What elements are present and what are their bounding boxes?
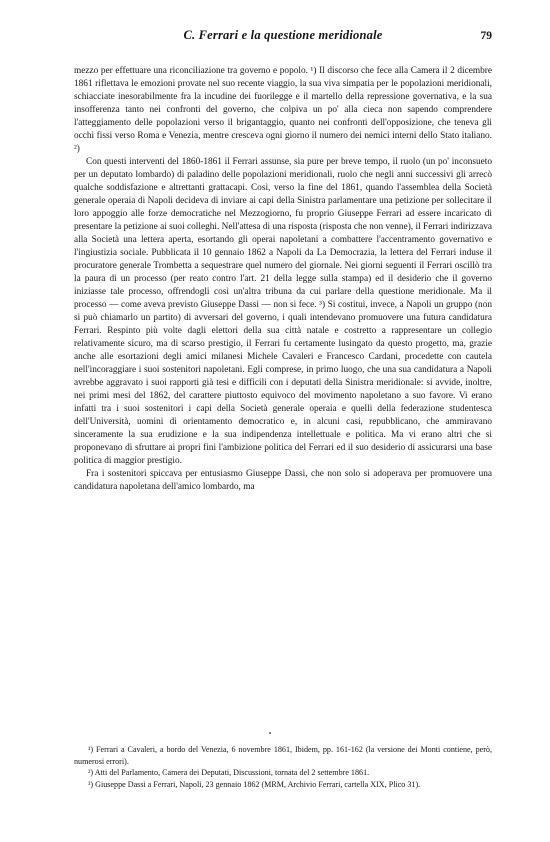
body-text — [74, 65, 492, 494]
page-header — [74, 22, 492, 46]
footnote: ³) Giuseppe Dassi a Ferrari, Napoli, 23 gennaio 1862 (MRM, Archivio Ferrari, cartella XIX, Plico 31). — [88, 779, 421, 789]
running-title: C. Ferrari e la questione meridionale — [183, 28, 383, 42]
footnote: ¹) Ferrari a Cavaleri, a bordo del Venezia, 6 novembre 1861, Ibidem, pp. 161-162 (la versione dei Monti contiene, però, numerosi errori). — [74, 745, 492, 766]
footnotes — [74, 744, 492, 790]
paragraph: Con questi interventi del 1860-1861 il Ferrari assunse, sia pure per breve tempo, il ruolo (un po' inconsueto per un deputato lombardo) di paladino delle popolazioni meridionali, ruolo che negli anni successivi gli arrecò qualche soddisfazione e altrettanti grattacapi. Così, verso la fine del 1861, quando l'assemblea della Società generale operaia di Napoli decideva di inviare ai capi della Sinistra parlamentare una petizione per sollecitare il loro appoggio alle forze democratiche nel Mezzogiorno, fu proprio Giuseppe Ferrari ad essere incaricato di presentare la petizione ai suoi colleghi. Nell'attesa di una risposta (risposta che non venne), il Ferrari indirizzava alla Società una lettera aperta, esortando gli operai napoletani a combattere l'accentramento governativo e l'ingiustizia sociale. Pubblicata il 10 gennaio 1862 a Napoli da La Democrazia, la lettera del Ferrari induse il procuratore generale Trombetta a sequestrare quel numero del giornale. Nei giorni seguenti il Ferrari oscillò tra la paura di un processo (per reato contro l'art. 21 della legge sulla stampa) ed il desiderio che il governo iniziasse tale processo, offrendogli così un'altra tribuna da cui parlare della questione meridionale. Ma il processo — come aveva previsto Giuseppe Dassi — non si fece. ³) Si costituì, invece, a Napoli un gruppo (non si può chiamarlo un partito) di avversari del governo, i quali intendevano promuovere una futura candidatura Ferrari. Respinto più volte dagli elettori della sua città natale e costretto a rappresentare un collegio relativamente sicuro, ma di scarso prestigio, il Ferrari fu certamente lusingato da questo progetto, ma, grazie anche alle esortazioni degli amici milanesi Michele Cavaleri e Francesco Cardani, procedette con cautela nell'incoraggiare i suoi sostenitori napoletani. Egli comprese, in primo luogo, che una sua candidatura a Napoli avrebbe aggravato i suoi rapporti già tesi e difficili con i deputati della Sinistra meridionale: si avvide, inoltre, nei primi mesi del 1862, del carattere piuttosto equivoco del movimento napoletano a suo favore. Vi erano infatti tra i suoi sostenitori i capi della Società generale operaia e quelli della federazione studentesca dell'Università, uomini di orientamento democratico e, in alcuni casi, repubblicano, che ammiravano sinceramente la sua erudizione e la sua indipendenza intellettuale e politica. Ma vi erano altri che si proponevano di sfruttare ai propri fini l'ambizione politica del Ferrari ed il suo desiderio di assicurarsi una base politica di maggior prestigio. — [74, 157, 492, 466]
paragraph: mezzo per effettuare una riconciliazione tra governo e popolo. ¹) Il discorso che fece alla Camera il 2 dicembre 1861 riflettava le emozioni provate nel suo recente viaggio, la sua viva simpatia per le popolazioni meridionali, schiacciate inesorabilmente fra la incudine dei fuorilegge e il martello della repressione governativa, e la sua insofferenza tanto nei confronti del governo, che colpiva un po' alla cieca non sapendo comprendere l'atteggiamento delle popolazioni verso il brigantaggio, quanto nei confronti dell'opposizione, che teneva gli occhi fissi verso Roma e Venezia, mentre cresceva ogni giorno il numero dei nemici interni dello Stato italiano. ²) — [74, 66, 492, 154]
footnote: ²) Atti del Parlamento, Camera dei Deputati, Discussioni, tornata del 2 settembre 1861. — [88, 768, 370, 778]
paragraph: Fra i sostenitori spiccava per entusiasmo Giuseppe Dassi, che non solo si adoperava per promuovere una candidatura napoletana dell'amico lombardo, ma — [74, 469, 492, 492]
footnote-divider-dot — [268, 731, 272, 735]
page-number: 79 — [480, 30, 492, 42]
